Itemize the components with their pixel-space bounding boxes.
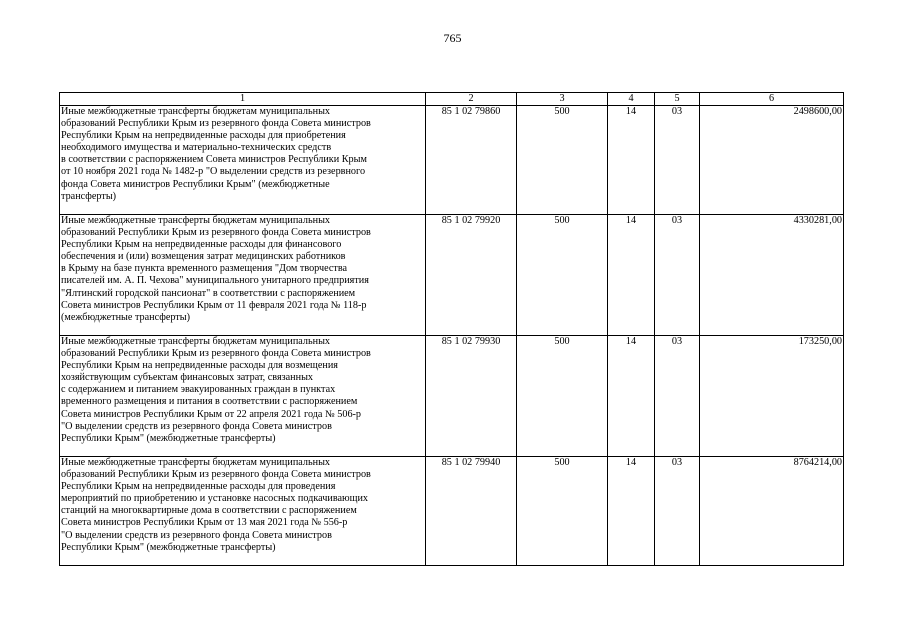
table-row (60, 336, 844, 457)
column-header: 5 (655, 93, 700, 106)
table-row (60, 457, 844, 566)
column-header: 6 (700, 93, 844, 106)
expense-name-cell: Иные межбюджетные трансферты бюджетам муниципальных образований Республики Крым из резервного фонда Совета министров Республики Крым на непредвиденные расходы для приобретения необходимого имущества и материально-технических средств в соответствии с распоряжением Совета министров Республики Крым от 10 ноября 2021 года № 1482-р "О выделении средств из резервного фонда Совета министров Республики Крым" (межбюджетные трансферты) (60, 106, 426, 215)
amount-cell: 2498600,00 (700, 106, 844, 215)
target-code-cell: 85 1 02 79930 (426, 336, 517, 457)
subsection-cell: 03 (655, 457, 700, 566)
expense-name-cell: Иные межбюджетные трансферты бюджетам муниципальных образований Республики Крым из резервного фонда Совета министров Республики Крым на непредвиденные расходы для финансового обеспечения и (или) возмещения затрат медицинских работников в Крыму на базе пункта временного размещения "Дом творчества писателей им. А. П. Чехова" муниципального унитарного предприятия "Ялтинский городской пансионат" в соответствии с распоряжением Совета министров Республики Крым от 11 февраля 2021 года № 118-р (межбюджетные трансферты) (60, 215, 426, 336)
column-header: 1 (60, 93, 426, 106)
table-row (60, 215, 844, 336)
expense-name-cell: Иные межбюджетные трансферты бюджетам муниципальных образований Республики Крым из резервного фонда Совета министров Республики Крым на непредвиденные расходы для проведения мероприятий по приобретению и установке насосных подкачивающих станций на многоквартирные дома в соответствии с распоряжением Совета министров Республики Крым от 13 мая 2021 года № 556-р "О выделении средств из резервного фонда Совета министров Республики Крым" (межбюджетные трансферты) (60, 457, 426, 566)
column-header: 4 (608, 93, 655, 106)
expense-type-cell: 500 (517, 215, 608, 336)
amount-cell: 4330281,00 (700, 215, 844, 336)
column-header: 2 (426, 93, 517, 106)
amount-cell: 173250,00 (700, 336, 844, 457)
section-cell: 14 (608, 106, 655, 215)
table-header-row (60, 93, 844, 106)
page-number: 765 (443, 31, 462, 45)
expense-type-cell: 500 (517, 106, 608, 215)
section-cell: 14 (608, 457, 655, 566)
target-code-cell: 85 1 02 79920 (426, 215, 517, 336)
subsection-cell: 03 (655, 215, 700, 336)
subsection-cell: 03 (655, 106, 700, 215)
section-cell: 14 (608, 215, 655, 336)
expense-type-cell: 500 (517, 336, 608, 457)
target-code-cell: 85 1 02 79860 (426, 106, 517, 215)
target-code-cell: 85 1 02 79940 (426, 457, 517, 566)
table-row (60, 106, 844, 215)
subsection-cell: 03 (655, 336, 700, 457)
expense-name-cell: Иные межбюджетные трансферты бюджетам муниципальных образований Республики Крым из резервного фонда Совета министров Республики Крым на непредвиденные расходы для возмещения хозяйствующим субъектам финансовых затрат, связанных с содержанием и питанием эвакуированных граждан в пунктах временного размещения и питания в соответствии с распоряжением Совета министров Республики Крым от 22 апреля 2021 года № 506-р "О выделении средств из резервного фонда Совета министров Республики Крым" (межбюджетные трансферты) (60, 336, 426, 457)
section-cell: 14 (608, 336, 655, 457)
budget-table (59, 92, 844, 566)
expense-type-cell: 500 (517, 457, 608, 566)
amount-cell: 8764214,00 (700, 457, 844, 566)
column-header: 3 (517, 93, 608, 106)
